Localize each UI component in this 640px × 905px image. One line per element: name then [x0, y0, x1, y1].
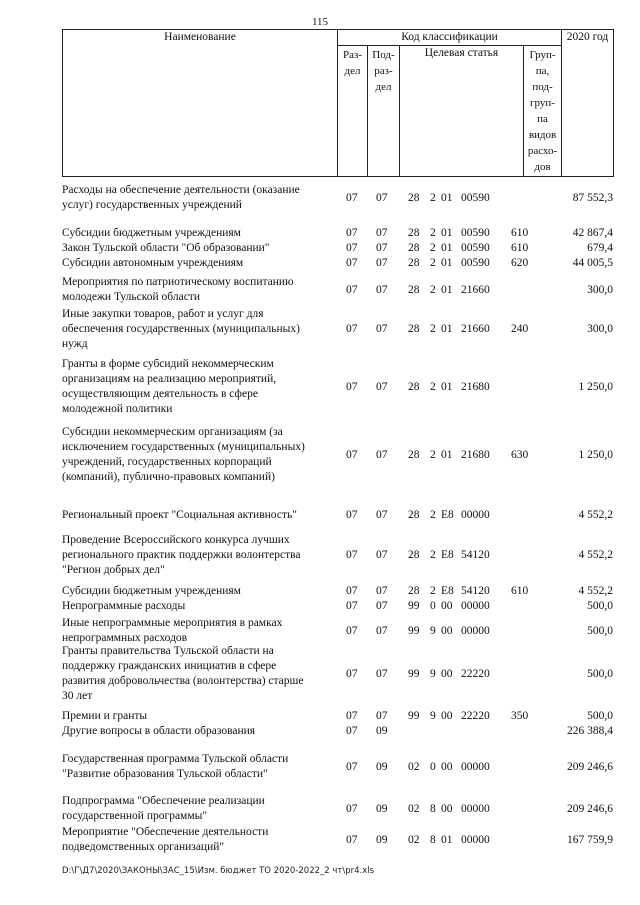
row-code-t1: 28 [408, 284, 420, 296]
row-code-t4: 00590 [461, 242, 490, 254]
row-code-t3: 01 [441, 323, 453, 335]
row-code-g: 610 [511, 227, 529, 239]
row-code-t1: 99 [408, 668, 420, 680]
row-code-r: 07 [346, 509, 358, 521]
row-amount: 300,0 [587, 323, 613, 335]
row-code-t1: 28 [408, 449, 420, 461]
row-amount: 87 552,3 [572, 192, 613, 204]
row-code-t2: 9 [430, 625, 436, 637]
row-code-r: 07 [346, 449, 358, 461]
row-code-t1: 28 [408, 257, 420, 269]
row-code-t2: 2 [430, 323, 436, 335]
table-row [62, 724, 613, 739]
row-code-t4: 00590 [461, 257, 490, 269]
table-row [62, 599, 613, 614]
table-row [62, 425, 613, 485]
row-code-t3: 01 [441, 227, 453, 239]
header-razdel: Раз- дел [338, 46, 368, 177]
row-code-t3: E8 [441, 509, 454, 521]
row-name: Региональный проект "Социальная активность" [62, 509, 297, 521]
row-code-r: 07 [346, 323, 358, 335]
row-code-t1: 99 [408, 625, 420, 637]
row-name: Мероприятия по патриотическому воспитанию молодежи Тульской области [62, 276, 294, 303]
row-code-r: 07 [346, 257, 358, 269]
row-code-t1: 28 [408, 242, 420, 254]
row-code-r: 07 [346, 242, 358, 254]
row-code-t3: 00 [441, 625, 453, 637]
row-code-t2: 2 [430, 284, 436, 296]
row-code-t1: 28 [408, 585, 420, 597]
row-code-p: 09 [376, 761, 388, 773]
row-code-t2: 2 [430, 449, 436, 461]
row-code-t2: 9 [430, 668, 436, 680]
row-code-t4: 00000 [461, 509, 490, 521]
row-code-t3: 01 [441, 257, 453, 269]
row-code-r: 07 [346, 192, 358, 204]
row-code-p: 09 [376, 834, 388, 846]
row-code-t4: 21680 [461, 449, 490, 461]
row-code-r: 07 [346, 549, 358, 561]
row-code-t2: 8 [430, 803, 436, 815]
row-code-p: 07 [376, 449, 388, 461]
table-row [62, 508, 613, 523]
row-code-t4: 00590 [461, 227, 490, 239]
row-code-t1: 28 [408, 323, 420, 335]
row-code-g: 620 [511, 257, 529, 269]
row-code-t4: 00000 [461, 834, 490, 846]
table-row [62, 752, 613, 782]
table-row [62, 616, 613, 646]
row-code-p: 07 [376, 192, 388, 204]
row-code-p: 07 [376, 381, 388, 393]
row-amount: 42 867,4 [572, 227, 613, 239]
row-code-t2: 2 [430, 257, 436, 269]
row-code-t2: 0 [430, 761, 436, 773]
table-row [62, 226, 613, 241]
row-code-t2: 2 [430, 381, 436, 393]
row-name: Проведение Всероссийского конкурса лучших регионального практик поддержки волонтерства "Регион добрых дел" [62, 534, 301, 576]
row-name: Другие вопросы в области образования [62, 725, 256, 737]
table-row [62, 307, 613, 352]
row-amount: 300,0 [587, 284, 613, 296]
row-code-p: 07 [376, 668, 388, 680]
row-code-g: 240 [511, 323, 529, 335]
row-amount: 500,0 [587, 625, 613, 637]
table-row [62, 183, 613, 213]
row-code-t2: 2 [430, 549, 436, 561]
row-amount: 167 759,9 [567, 834, 613, 846]
table-row [62, 584, 613, 599]
row-code-t3: E8 [441, 549, 454, 561]
row-code-t3: 00 [441, 761, 453, 773]
row-code-t1: 28 [408, 509, 420, 521]
row-code-p: 07 [376, 323, 388, 335]
table-row [62, 241, 613, 256]
row-code-t1: 28 [408, 549, 420, 561]
header-year: 2020 год [562, 30, 614, 177]
table-row [62, 357, 613, 417]
row-name: Премии и гранты [62, 710, 148, 722]
row-code-t4: 54120 [461, 549, 490, 561]
table-row [62, 794, 613, 824]
row-code-r: 07 [346, 585, 358, 597]
row-code-t2: 2 [430, 227, 436, 239]
row-code-p: 07 [376, 600, 388, 612]
page-number: 115 [311, 16, 329, 28]
row-name: Мероприятие "Обеспечение деятельности подведомственных организаций" [62, 826, 269, 853]
row-code-r: 07 [346, 668, 358, 680]
row-amount: 4 552,2 [578, 549, 613, 561]
row-code-t2: 0 [430, 600, 436, 612]
row-code-t4: 54120 [461, 585, 490, 597]
row-name: Подпрограмма "Обеспечение реализации государственной программы" [62, 795, 265, 822]
row-name: Иные закупки товаров, работ и услуг для обеспечения государственных (муниципальных) нужд [62, 308, 300, 350]
row-amount: 226 388,4 [567, 725, 613, 737]
row-code-t2: 8 [430, 834, 436, 846]
row-amount: 500,0 [587, 668, 613, 680]
row-code-t3: 00 [441, 710, 453, 722]
row-amount: 1 250,0 [578, 449, 613, 461]
header-code-group: Код классификации [338, 30, 562, 46]
row-name: Субсидии автономным учреждениям [62, 257, 244, 269]
row-code-t4: 21660 [461, 284, 490, 296]
row-code-t3: 01 [441, 242, 453, 254]
table-row [62, 256, 613, 271]
table-row [62, 825, 613, 855]
row-code-p: 07 [376, 625, 388, 637]
row-code-t2: 2 [430, 242, 436, 254]
row-code-t3: E8 [441, 585, 454, 597]
header-target: Целевая статья [400, 46, 524, 177]
row-code-t3: 01 [441, 381, 453, 393]
row-name: Гранты в форме субсидий некоммерческим организациям на реализацию мероприятий, осуществляющим деятельность в сфере молодежной политики [62, 358, 277, 415]
row-code-r: 07 [346, 284, 358, 296]
row-name: Гранты правительства Тульской области на поддержку гражданских инициатив в сфере развития добровольчества (волонтерства) старше 30 лет [62, 645, 304, 702]
row-code-p: 07 [376, 257, 388, 269]
row-code-r: 07 [346, 803, 358, 815]
row-amount: 679,4 [587, 242, 613, 254]
row-code-t1: 02 [408, 761, 420, 773]
row-code-t4: 00000 [461, 761, 490, 773]
row-code-t4: 22220 [461, 710, 490, 722]
row-code-t4: 00000 [461, 600, 490, 612]
row-amount: 209 246,6 [567, 803, 613, 815]
row-name: Государственная программа Тульской области "Развитие образования Тульской области" [62, 753, 289, 780]
row-amount: 4 552,2 [578, 509, 613, 521]
row-amount: 1 250,0 [578, 381, 613, 393]
table-row [62, 644, 613, 704]
row-code-t4: 00590 [461, 192, 490, 204]
row-code-p: 09 [376, 803, 388, 815]
row-code-r: 07 [346, 710, 358, 722]
row-code-r: 07 [346, 381, 358, 393]
row-code-t1: 02 [408, 803, 420, 815]
row-code-p: 09 [376, 725, 388, 737]
row-code-t3: 01 [441, 834, 453, 846]
row-code-t1: 28 [408, 381, 420, 393]
row-amount: 44 005,5 [572, 257, 613, 269]
row-amount: 209 246,6 [567, 761, 613, 773]
table-row [62, 709, 613, 724]
header-name: Наименование [63, 30, 338, 177]
row-code-p: 07 [376, 509, 388, 521]
row-code-r: 07 [346, 834, 358, 846]
row-code-t3: 00 [441, 600, 453, 612]
row-code-t1: 28 [408, 227, 420, 239]
row-amount: 500,0 [587, 600, 613, 612]
row-code-t4: 22220 [461, 668, 490, 680]
row-code-t4: 21660 [461, 323, 490, 335]
row-name: Субсидии некоммерческим организациям (за исключением государственных (муниципальных) учреждений, государственных корпораций (компаний), публично-правовых компаний) [62, 426, 305, 483]
row-code-p: 07 [376, 227, 388, 239]
row-name: Непрограммные расходы [62, 600, 186, 612]
row-name: Расходы на обеспечение деятельности (оказание услуг) государственных учреждений [62, 184, 300, 211]
row-code-p: 07 [376, 549, 388, 561]
table-row [62, 533, 613, 578]
row-code-t3: 01 [441, 192, 453, 204]
row-name: Иные непрограммные мероприятия в рамках непрограммных расходов [62, 617, 283, 644]
row-code-p: 07 [376, 242, 388, 254]
row-code-t2: 2 [430, 509, 436, 521]
row-code-t1: 99 [408, 710, 420, 722]
row-code-t2: 2 [430, 192, 436, 204]
file-path-footer: D:\Г\Д7\2020\ЗАКОНЫ\ЗАС_15\Изм. бюджет ТО 2020-2022_2 чт\pr4.xls [62, 866, 375, 876]
row-code-g: 610 [511, 242, 529, 254]
row-code-t3: 01 [441, 284, 453, 296]
table-header [62, 29, 614, 177]
row-code-g: 630 [511, 449, 529, 461]
row-name: Субсидии бюджетным учреждениям [62, 585, 241, 597]
table-row [62, 275, 613, 305]
row-code-r: 07 [346, 625, 358, 637]
row-code-t1: 02 [408, 834, 420, 846]
row-code-t3: 00 [441, 803, 453, 815]
row-code-r: 07 [346, 227, 358, 239]
row-code-t2: 9 [430, 710, 436, 722]
row-code-t3: 01 [441, 449, 453, 461]
row-code-g: 350 [511, 710, 529, 722]
row-code-p: 07 [376, 710, 388, 722]
row-name: Закон Тульской области "Об образовании" [62, 242, 270, 254]
row-code-t3: 00 [441, 668, 453, 680]
row-code-t1: 28 [408, 192, 420, 204]
row-amount: 500,0 [587, 710, 613, 722]
row-code-t4: 00000 [461, 625, 490, 637]
row-code-t4: 21680 [461, 381, 490, 393]
row-code-g: 610 [511, 585, 529, 597]
header-group: Груп- па, под- груп- па видов расхо- дов [524, 46, 562, 177]
row-name: Субсидии бюджетным учреждениям [62, 227, 241, 239]
row-code-t2: 2 [430, 585, 436, 597]
row-amount: 4 552,2 [578, 585, 613, 597]
row-code-p: 07 [376, 585, 388, 597]
row-code-r: 07 [346, 761, 358, 773]
row-code-r: 07 [346, 725, 358, 737]
header-podrazdel: Под- раз- дел [368, 46, 400, 177]
row-code-t4: 00000 [461, 803, 490, 815]
row-code-p: 07 [376, 284, 388, 296]
row-code-r: 07 [346, 600, 358, 612]
row-code-t1: 99 [408, 600, 420, 612]
